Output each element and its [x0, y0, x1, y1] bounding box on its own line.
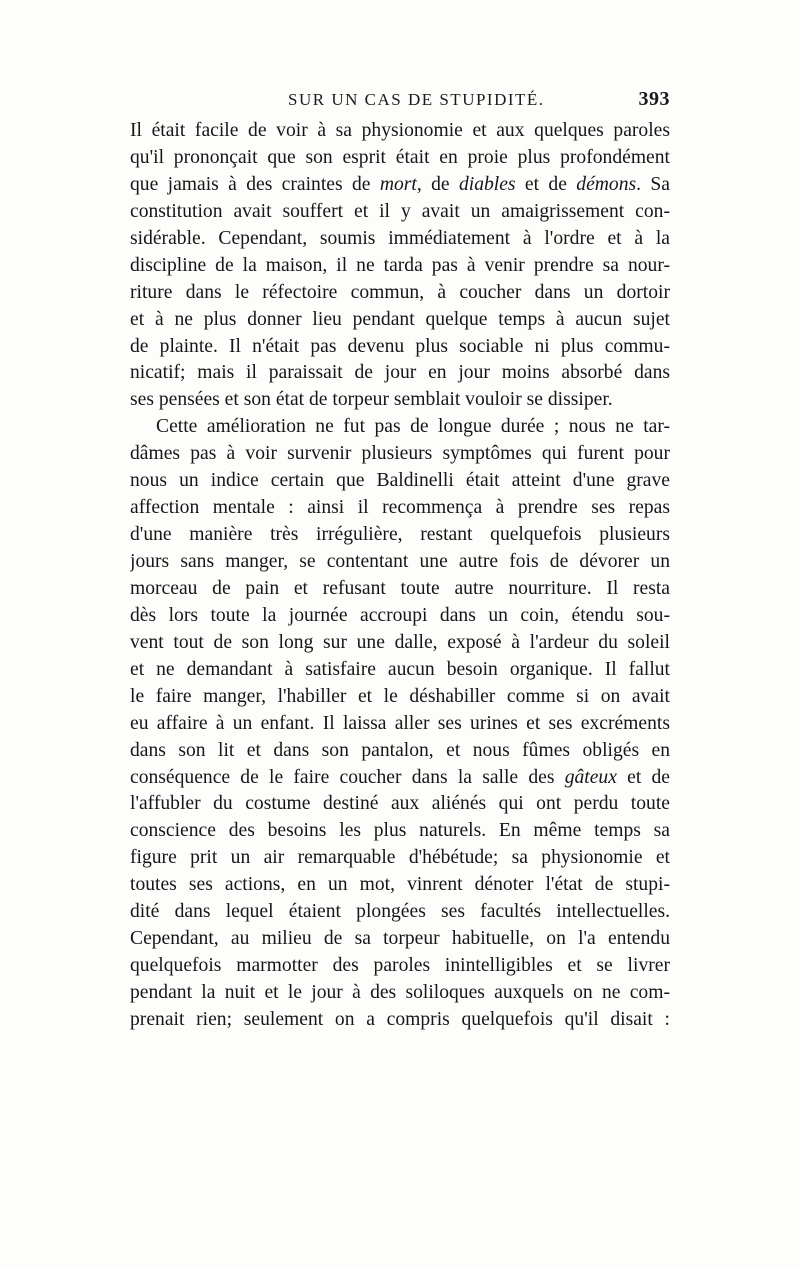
text-line: eu affaire à un enfant. Il laissa aller ses urines et ses excréments	[130, 712, 670, 734]
text-line: sidérable. Cependant, soumis immédiatement à l'ordre et à la	[130, 227, 670, 249]
text-line: nous un indice certain que Baldinelli était atteint d'une grave	[130, 470, 670, 492]
italic-word: diables	[458, 173, 516, 195]
italic-word: mort	[379, 173, 417, 195]
text-line: dité dans lequel étaient plongées ses facultés intellectuelles.	[130, 901, 670, 923]
text-line: vent tout de son long sur une dalle, exposé à l'ardeur du soleil	[130, 631, 670, 653]
text-segment: et de	[515, 173, 577, 195]
text-line: constitution avait souffert et il y avait un amaigrissement con-	[130, 200, 670, 222]
page-number: 393	[638, 88, 670, 110]
text-segment: . Sa	[636, 173, 670, 195]
text-line: dès lors toute la journée accroupi dans un coin, étendu sou-	[130, 604, 670, 626]
text-line: riture dans le réfectoire commun, à coucher dans un dortoir	[130, 281, 670, 303]
text-line: dâmes pas à voir survenir plusieurs symptômes qui furent pour	[130, 443, 670, 465]
text-line	[130, 765, 670, 792]
text-line: Cependant, au milieu de sa torpeur habituelle, on l'a entendu	[130, 928, 670, 950]
text-line: Cette amélioration ne fut pas de longue durée ; nous ne tar-	[156, 416, 670, 438]
text-line: l'affubler du costume destiné aux aliénés qui ont perdu toute	[130, 793, 670, 815]
text-line: ses pensées et son état de torpeur semblait vouloir se dissiper.	[130, 389, 613, 411]
text-line: toutes ses actions, en un mot, vinrent dénoter l'état de stupi-	[130, 874, 670, 896]
text-line: nicatif; mais il paraissait de jour en jour moins absorbé dans	[130, 362, 670, 384]
text-line: le faire manger, l'habiller et le déshabiller comme si on avait	[130, 685, 670, 707]
text-line: prenait rien; seulement on a compris quelquefois qu'il disait :	[130, 1008, 670, 1030]
text-line: qu'il prononçait que son esprit était en proie plus profondément	[130, 146, 670, 168]
text-line: pendant la nuit et le jour à des soliloques auxquels on ne com-	[130, 982, 670, 1003]
text-line: et ne demandant à satisfaire aucun besoin organique. Il fallut	[130, 658, 670, 680]
text-line	[130, 172, 670, 199]
text-line: Il était facile de voir à sa physionomie et aux quelques paroles	[130, 120, 670, 141]
text-line: morceau de pain et refusant toute autre nourriture. Il resta	[130, 577, 670, 599]
running-title: SUR UN CAS DE STUPIDITÉ.	[288, 90, 545, 109]
text-line: et à ne plus donner lieu pendant quelque temps à aucun sujet	[130, 308, 670, 330]
text-line: conscience des besoins les plus naturels. En même temps sa	[130, 820, 670, 842]
text-line: affection mentale : ainsi il recommença à prendre ses repas	[130, 497, 670, 519]
text-line: quelquefois marmotter des paroles inintelligibles et se livrer	[130, 955, 670, 977]
text-line: jours sans manger, se contentant une autre fois de dévorer un	[130, 551, 670, 572]
text-line: d'une manière très irrégulière, restant quelquefois plusieurs	[130, 524, 670, 546]
italic-word: démons	[576, 173, 637, 195]
text-line: figure prit un air remarquable d'hébétude; sa physionomie et	[130, 847, 670, 869]
running-header	[130, 90, 670, 114]
body-text	[130, 118, 670, 1034]
italic-word: gâteux	[564, 766, 617, 788]
text-segment: , de	[416, 173, 459, 195]
text-line: discipline de la maison, il ne tarda pas à venir prendre sa nour-	[130, 254, 670, 276]
text-segment: conséquence de le faire coucher dans la salle des	[130, 766, 565, 788]
text-line: de plainte. Il n'était pas devenu plus sociable ni plus commu-	[130, 335, 670, 357]
text-segment: et de	[616, 766, 670, 788]
text-segment: que jamais à des craintes de	[130, 173, 380, 195]
text-line: dans son lit et dans son pantalon, et nous fûmes obligés en	[130, 739, 670, 761]
